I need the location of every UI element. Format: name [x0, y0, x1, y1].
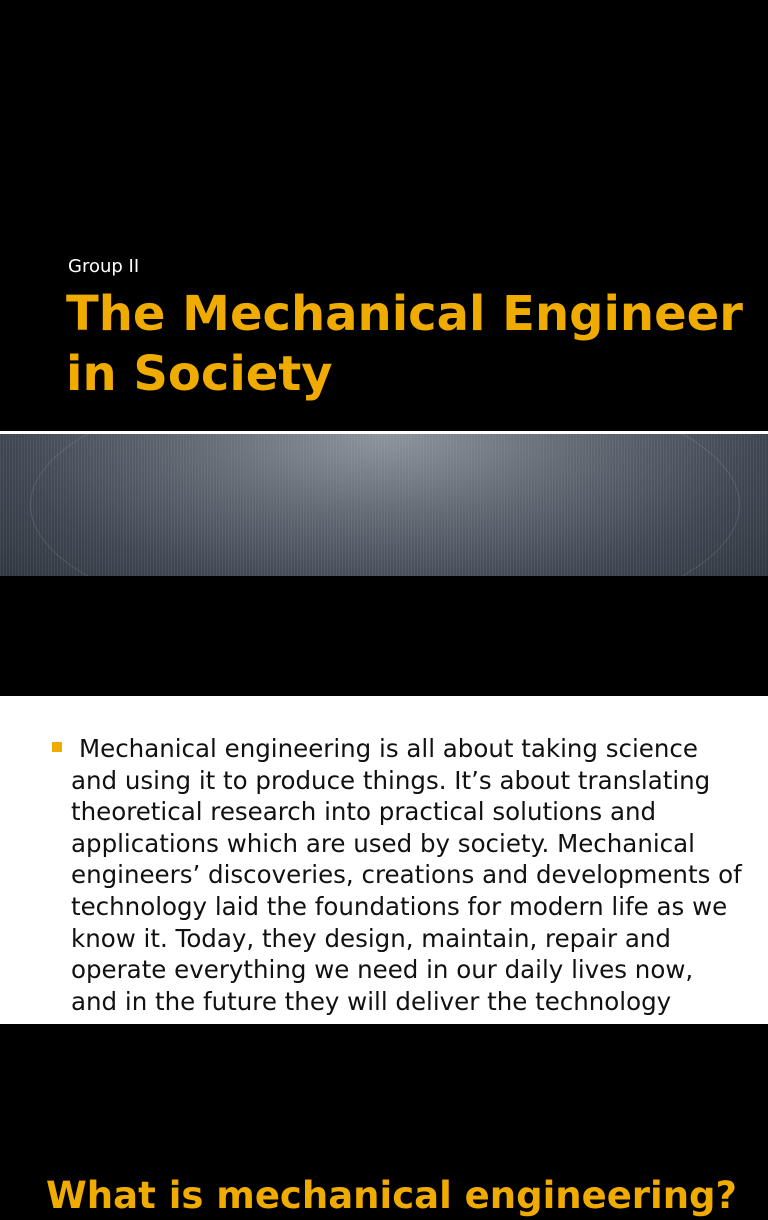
bullet-square-icon	[52, 742, 62, 752]
content-slide-title: What is mechanical engineering?	[46, 1174, 738, 1217]
bullet-text: Mechanical engineering is all about taking science and using it to produce things. It’s about translating theoretical research into practical solutions and applications which are used by society. Mechanical engineers’ discoveries, creations and developments of technology laid the foundations for modern life as we know it. Today, they design, maintain, repair and operate everything we need in our daily lives now, and in the future they will deliver the technology	[71, 734, 742, 1016]
title-slide	[0, 0, 768, 430]
slide-title: The Mechanical Engineer in Society	[66, 286, 743, 402]
decorative-band	[0, 434, 768, 576]
slide-subtitle: Group II	[68, 256, 140, 277]
content-slide-body	[0, 698, 768, 1024]
